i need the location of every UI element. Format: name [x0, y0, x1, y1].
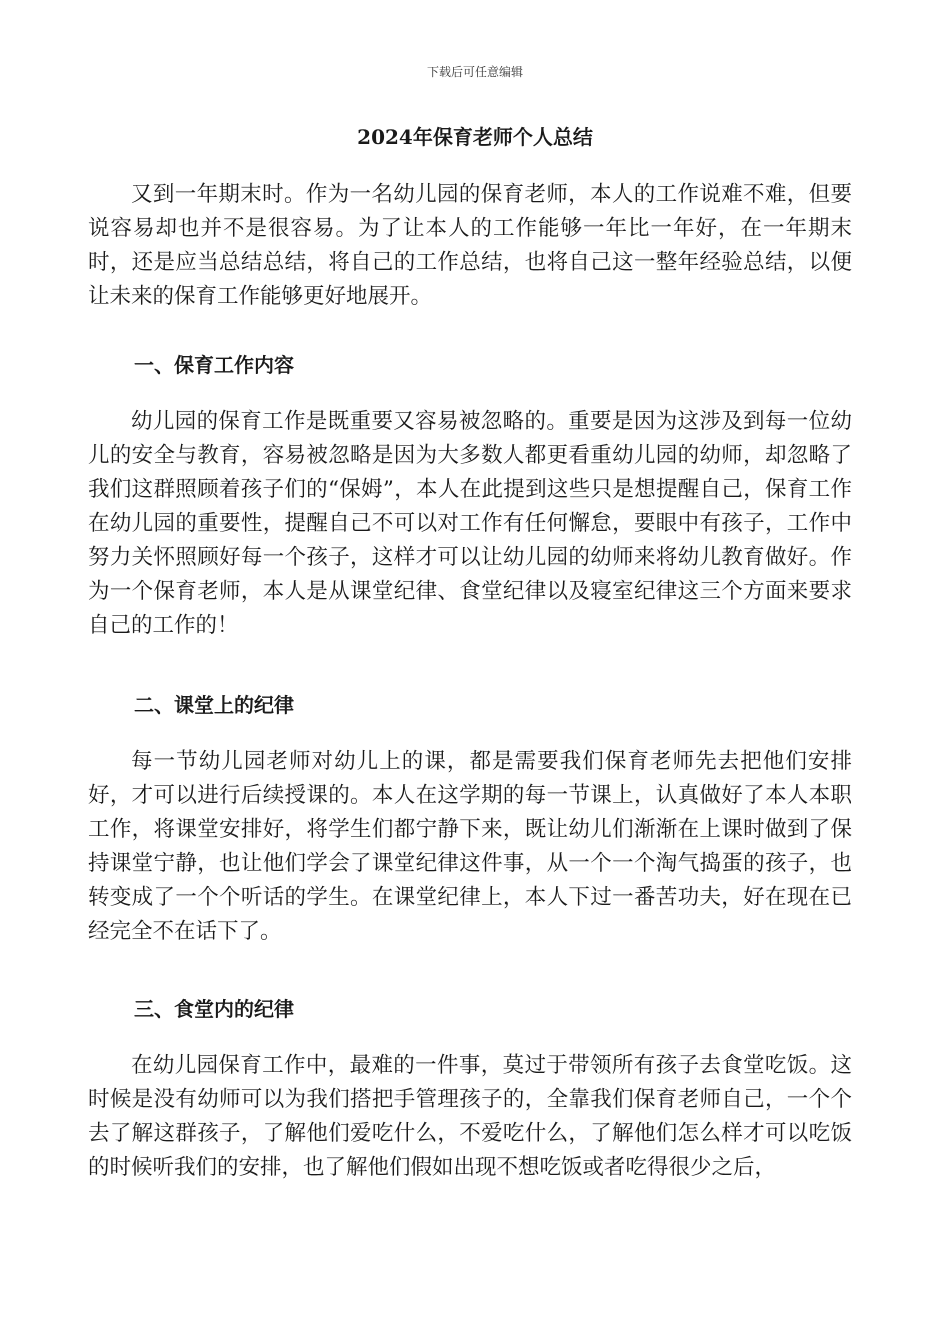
section-1-heading-block — [88, 350, 852, 380]
intro-paragraph-block — [88, 178, 852, 314]
document-title: 2024年保育老师个人总结 — [357, 125, 593, 149]
section-heading: 二、课堂上的纪律 — [134, 693, 294, 717]
section-3-body-block — [88, 1049, 852, 1185]
section-1-body-block — [88, 405, 852, 643]
section-body: 幼儿园的保育工作是既重要又容易被忽略的。重要是因为这涉及到每一位幼儿的安全与教育，容易被忽略是因为大多数人都更看重幼儿园的幼师，却忽略了我们这群照顾着孩子们的“保姆”，本人在此提到这些只是想提醒自己，保育工作在幼儿园的重要性，提醒自己不可以对工作有任何懈怠，要眼中有孩子，工作中努力关怀照顾好每一个孩子，这样才可以让幼儿园的幼师来将幼儿教育做好。作为一个保育老师，本人是从课堂纪律、食堂纪律以及寝室纪律这三个方面来要求自己的工作的！ — [88, 409, 852, 638]
intro-paragraph: 又到一年期末时。作为一名幼儿园的保育老师，本人的工作说难不难，但要说容易却也并不是很容易。为了让本人的工作能够一年比一年好，在一年期末时，还是应当总结总结，将自己的工作总结，也将自己这一整年经验总结，以便让未来的保育工作能够更好地展开。 — [88, 182, 852, 309]
header-note: 下载后可任意编辑 — [426, 65, 523, 79]
section-heading: 三、食堂内的纪律 — [134, 997, 294, 1021]
section-body: 每一节幼儿园老师对幼儿上的课，都是需要我们保育老师先去把他们安排好，才可以进行后续授课的。本人在这学期的每一节课上，认真做好了本人本职工作，将课堂安排好，将学生们都宁静下来，既让幼儿们渐渐在上课时做到了保持课堂宁静，也让他们学会了课堂纪律这件事，从一个一个淘气捣蛋的孩子，也转变成了一个个听话的学生。在课堂纪律上，本人下过一番苦功夫，好在现在已经完全不在话下了。 — [88, 749, 852, 944]
section-3-heading-block — [88, 994, 852, 1024]
section-2-body-block — [88, 745, 852, 949]
section-2-heading-block — [88, 690, 852, 720]
section-heading: 一、保育工作内容 — [134, 353, 294, 377]
section-body: 在幼儿园保育工作中，最难的一件事，莫过于带领所有孩子去食堂吃饭。这时候是没有幼师可以为我们搭把手管理孩子的，全靠我们保育老师自己，一个个去了解这群孩子，了解他们爱吃什么，不爱吃什么，了解他们怎么样才可以吃饭的时候听我们的安排，也了解他们假如出现不想吃饭或者吃得很少之后， — [88, 1053, 852, 1180]
